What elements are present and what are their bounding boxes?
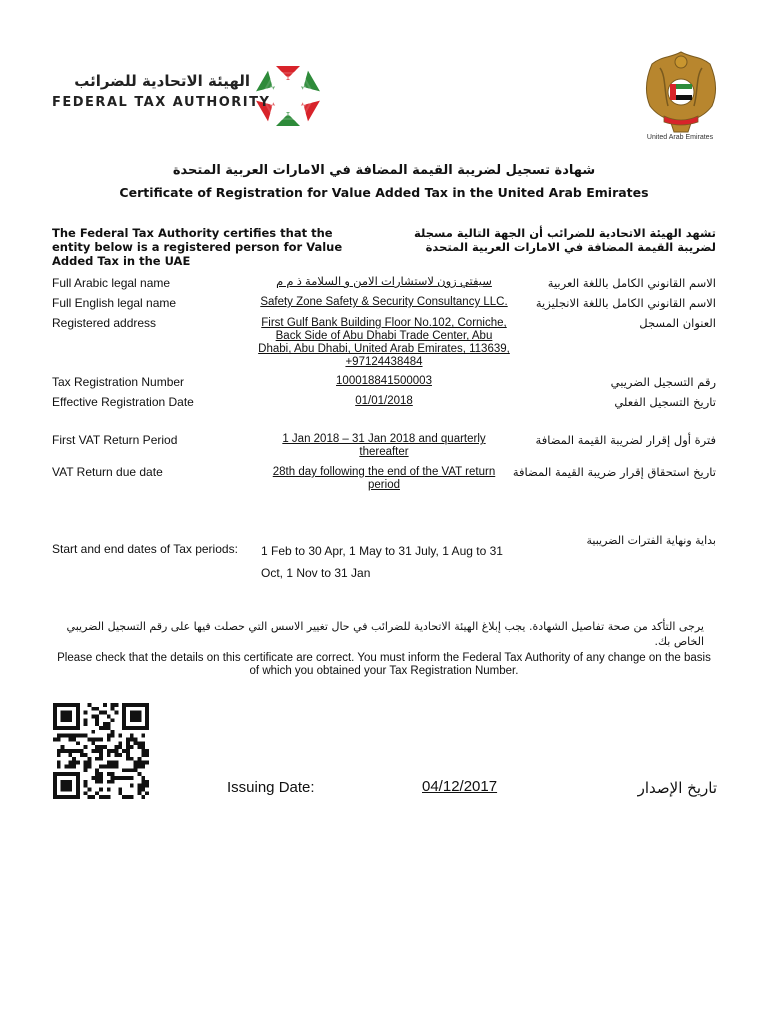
field-label-ar-effective-date: تاريخ التسجيل الفعلي bbox=[614, 395, 716, 409]
field-label-effective-date: Effective Registration Date bbox=[52, 395, 194, 409]
notice-arabic: يرجى التأكد من صحة تفاصيل الشهادة. يجب إبلاغ الهيئة الاتحادية للضرائب في حال تغيير الاسس التي حصلت فيها على رقم التسجيل الضريبي الخاص بك. bbox=[66, 620, 704, 648]
notice-english: Please check that the details on this certificate are correct. You must inform the Federal Tax Authority of any change on the basis of which you obtained your Tax Registration Number. bbox=[57, 652, 711, 677]
authority-name-english: FEDERAL TAX AUTHORITY bbox=[52, 95, 271, 110]
field-value-english-name: Safety Zone Safety & Security Consultancy LLC. bbox=[260, 296, 508, 308]
intro-statement-arabic: تشهد الهيئة الاتحادية للضرائب أن الجهة التالية مسجلة لضريبة القيمة المضافة في الامارات العربية المتحدة bbox=[414, 226, 716, 254]
issuing-date-label-arabic: تاريخ الإصدار bbox=[637, 779, 717, 797]
issuing-date-label: Issuing Date: bbox=[227, 779, 315, 796]
field-label-ar-trn: رقم التسجيل الضريبي bbox=[610, 375, 716, 389]
field-label-ar-address: العنوان المسجل bbox=[639, 316, 716, 330]
certificate-title-arabic: شهادة تسجيل لضريبة القيمة المضافة في الامارات العربية المتحدة bbox=[172, 163, 596, 178]
field-value-return-due-date: 28th day following the end of the VAT return period bbox=[272, 466, 496, 491]
tax-periods-label-arabic: بداية ونهاية الفترات الضريبية bbox=[586, 534, 716, 547]
field-label-arabic-name: Full Arabic legal name bbox=[52, 276, 171, 290]
emblem-caption: United Arab Emirates bbox=[646, 134, 714, 141]
uae-emblem-icon bbox=[640, 48, 722, 136]
field-label-return-due-date: VAT Return due date bbox=[52, 465, 163, 479]
tax-periods-value: 1 Feb to 30 Apr, 1 May to 31 July, 1 Aug to 31 Oct, 1 Nov to 31 Jan bbox=[261, 544, 503, 580]
field-value-effective-date: 01/01/2018 bbox=[355, 395, 413, 407]
field-value-arabic-name: سيفتي زون لاستشارات الامن و السلامة ذ م م bbox=[276, 276, 492, 288]
intro-statement-english: The Federal Tax Authority certifies that the entity below is a registered person for Value Added Tax in the UAE bbox=[52, 226, 343, 268]
issuing-date-value: 04/12/2017 bbox=[422, 778, 498, 795]
field-label-ar-first-return-period: فترة أول إقرار لضريبة القيمة المضافة bbox=[535, 433, 716, 447]
field-value-trn: 100018841500003 bbox=[336, 375, 432, 387]
field-label-trn: Tax Registration Number bbox=[52, 375, 185, 389]
field-label-ar-arabic-name: الاسم القانوني الكامل باللغة العربية bbox=[547, 276, 716, 290]
field-label-english-name: Full English legal name bbox=[52, 296, 177, 310]
field-label-first-return-period: First VAT Return Period bbox=[52, 433, 178, 447]
field-label-ar-return-due-date: تاريخ استحقاق إقرار ضريبة القيمة المضافة bbox=[512, 465, 716, 479]
field-label-ar-english-name: الاسم القانوني الكامل باللغة الانجليزية bbox=[535, 296, 716, 310]
authority-name-arabic: الهيئة الاتحادية للضرائب bbox=[74, 72, 250, 90]
qr-code-icon bbox=[52, 703, 150, 799]
tax-periods-label: Start and end dates of Tax periods: bbox=[52, 542, 238, 556]
certificate-title-english: Certificate of Registration for Value Added Tax in the United Arab Emirates bbox=[119, 185, 649, 200]
field-value-address: First Gulf Bank Building Floor No.102, Corniche, Back Side of Abu Dhabi Trade Center, Abu Dhabi, Abu Dhabi, United Arab Emirates, 113639, +97124438484 bbox=[258, 317, 510, 368]
field-value-first-return-period: 1 Jan 2018 – 31 Jan 2018 and quarterly thereafter bbox=[282, 433, 486, 458]
field-label-address: Registered address bbox=[52, 316, 157, 330]
